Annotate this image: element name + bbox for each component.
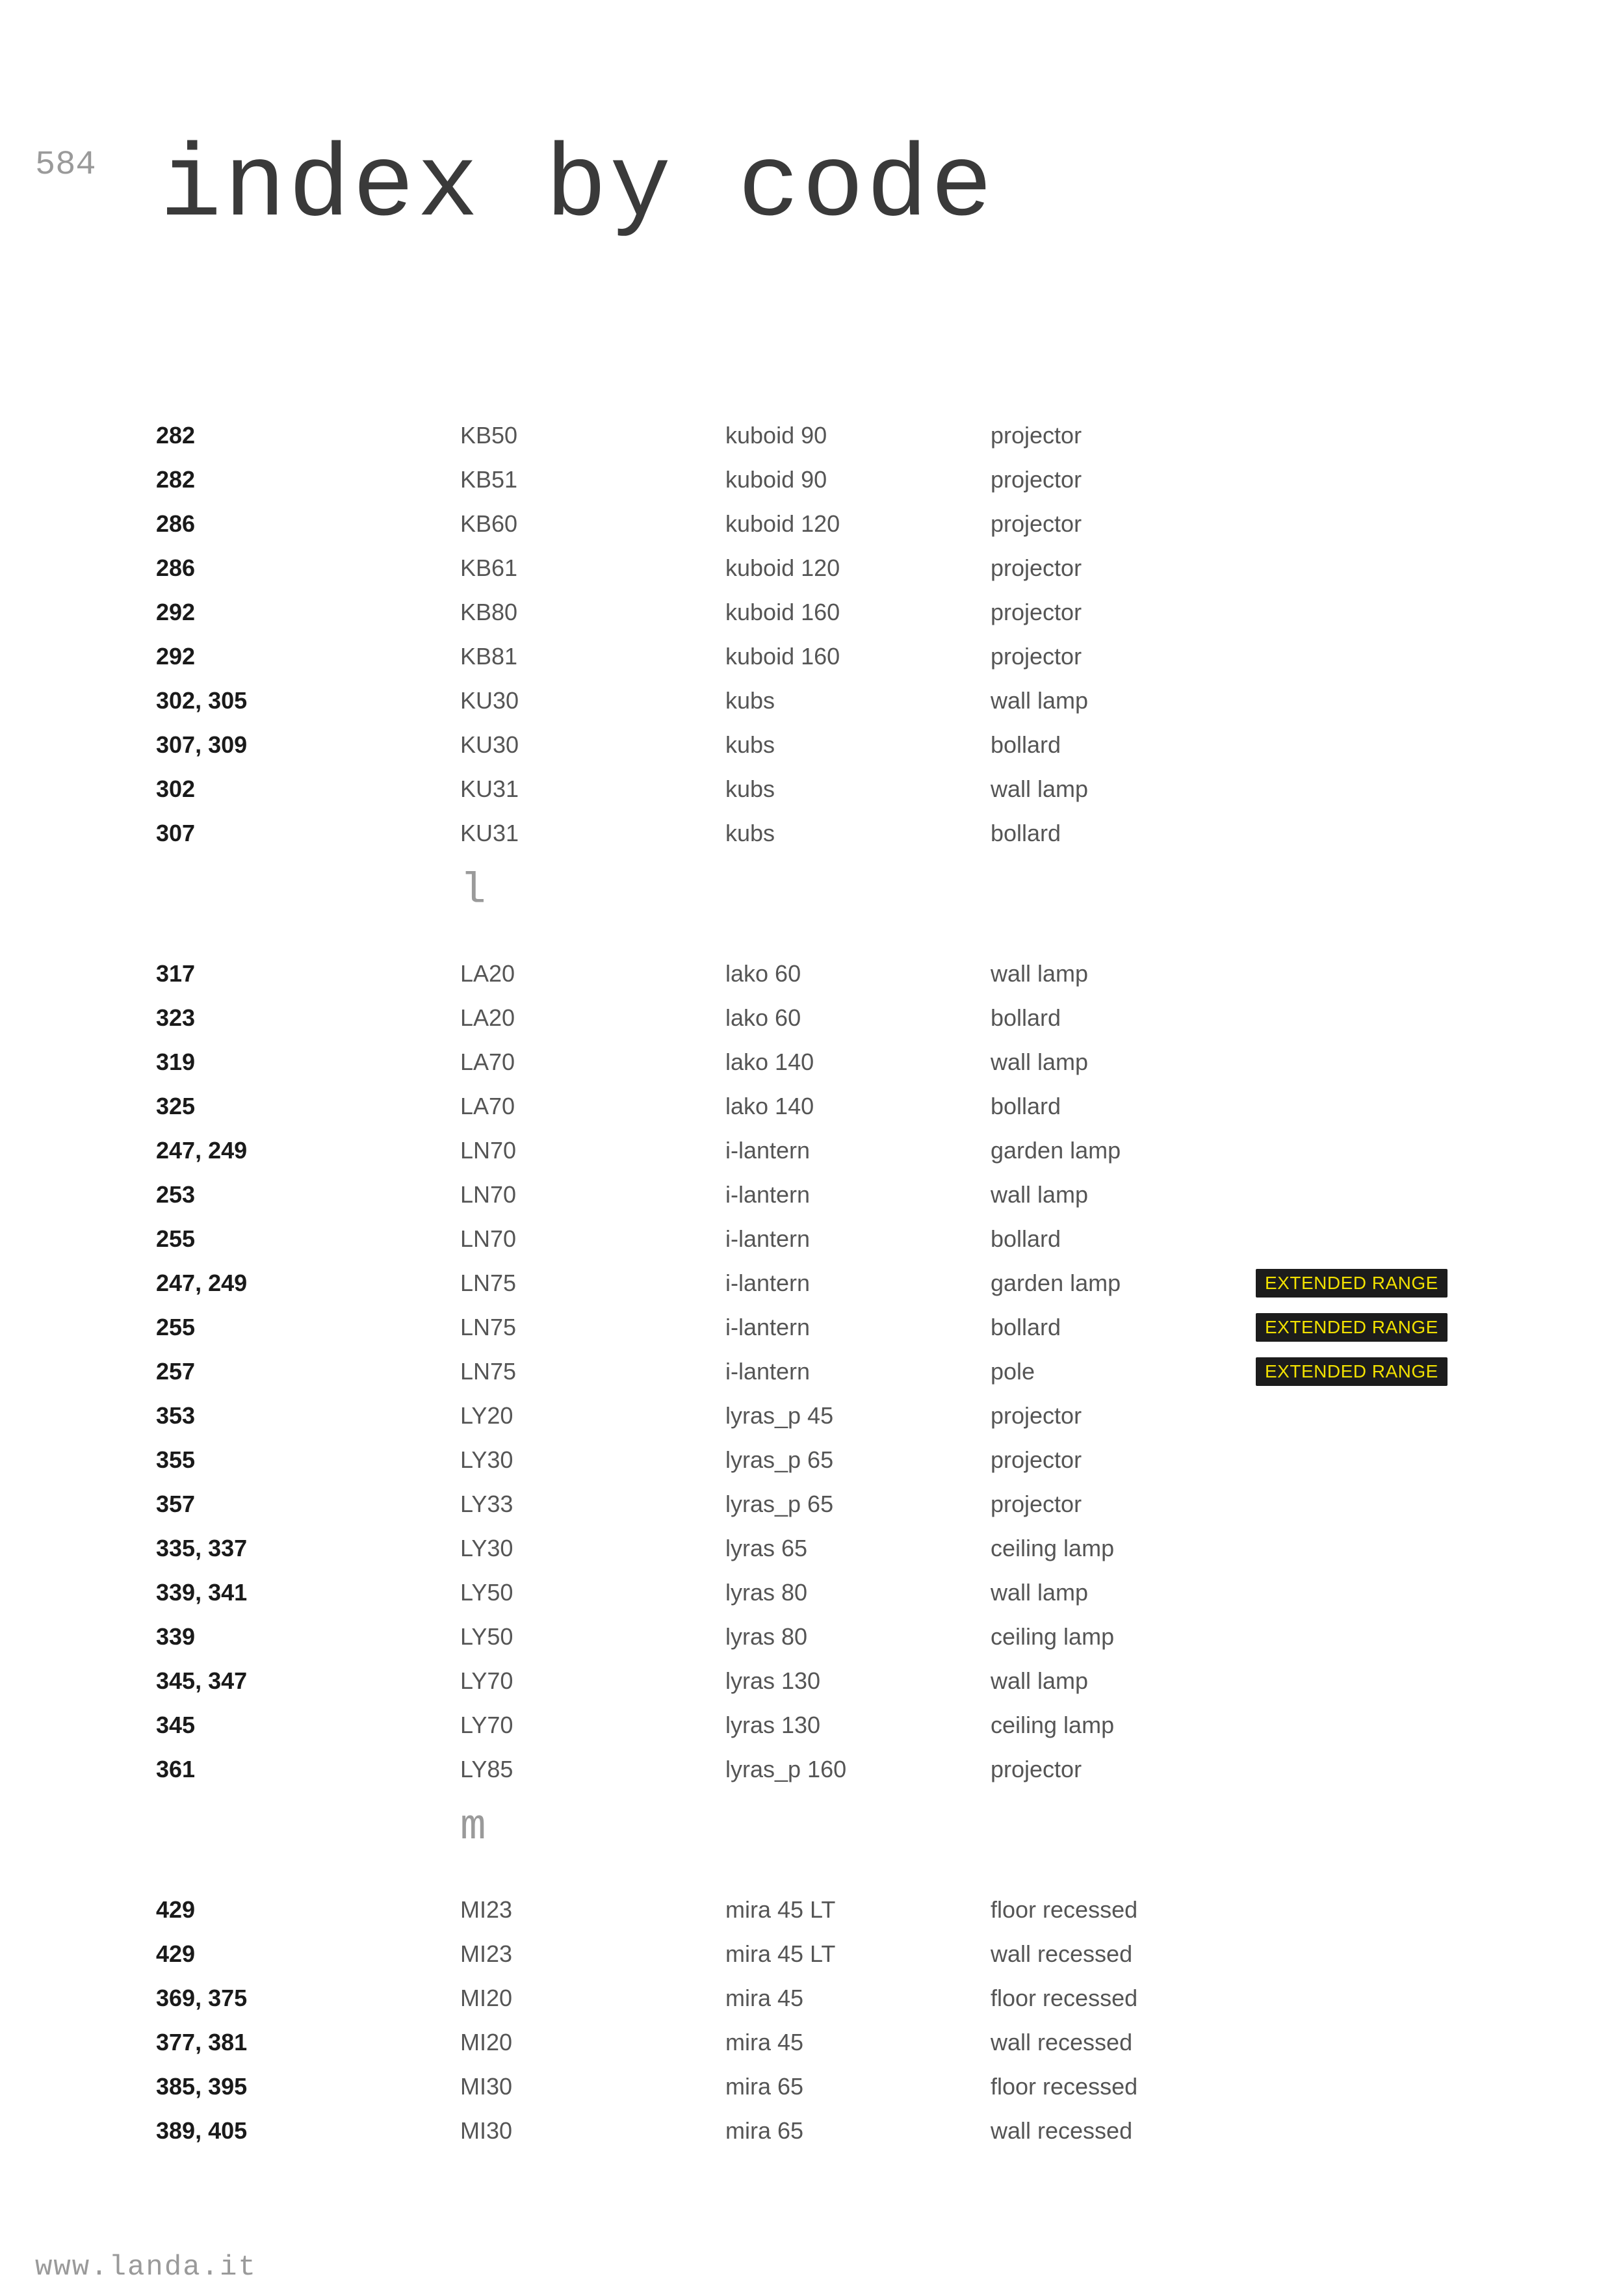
row-name: kuboid 90 [725, 422, 827, 449]
row-code: MI23 [460, 1896, 513, 1923]
row-code: LY20 [460, 1402, 513, 1429]
index-row [0, 590, 1623, 634]
row-type: pole [991, 1358, 1035, 1385]
row-name: lyras_p 65 [725, 1491, 834, 1517]
row-pages: 319 [156, 1049, 196, 1075]
row-name: lako 140 [725, 1093, 814, 1119]
index-row [0, 1888, 1623, 1932]
row-pages: 339, 341 [156, 1579, 248, 1606]
row-code: MI20 [460, 2029, 513, 2055]
row-code: LN75 [460, 1314, 517, 1340]
index-row [0, 1173, 1623, 1217]
row-code: LN70 [460, 1225, 517, 1252]
row-pages: 323 [156, 1004, 196, 1031]
section-letter [0, 855, 1623, 952]
extended-range-badge: EXTENDED RANGE [1256, 1357, 1448, 1386]
row-type: bollard [991, 1004, 1061, 1031]
row-pages: 253 [156, 1181, 196, 1208]
row-pages: 335, 337 [156, 1535, 248, 1561]
row-code: MI30 [460, 2117, 513, 2144]
row-code: LY70 [460, 1712, 513, 1738]
row-type: bollard [991, 1225, 1061, 1252]
row-pages: 292 [156, 599, 196, 625]
row-name: lyras_p 45 [725, 1402, 834, 1429]
row-type: wall recessed [991, 1940, 1133, 1967]
row-code: LY50 [460, 1623, 513, 1650]
row-type: bollard [991, 1314, 1061, 1340]
page-number: 584 [35, 146, 96, 184]
row-name: kuboid 90 [725, 466, 827, 493]
row-type: garden lamp [991, 1137, 1121, 1164]
row-type: bollard [991, 1093, 1061, 1119]
extended-range-badge: EXTENDED RANGE [1256, 1313, 1448, 1342]
row-name: lako 60 [725, 1004, 801, 1031]
row-pages: 282 [156, 466, 196, 493]
row-name: i-lantern [725, 1181, 811, 1208]
row-code: LY85 [460, 1756, 513, 1782]
row-pages: 255 [156, 1314, 196, 1340]
index-row [0, 1703, 1623, 1747]
row-type: ceiling lamp [991, 1712, 1115, 1738]
row-code: MI23 [460, 1940, 513, 1967]
row-code: LY33 [460, 1491, 513, 1517]
row-pages: 307 [156, 820, 196, 846]
row-name: mira 45 LT [725, 1940, 836, 1967]
row-name: lyras_p 65 [725, 1446, 834, 1473]
row-name: mira 45 [725, 1985, 804, 2011]
section-letter-label: l [460, 867, 486, 915]
index-row [0, 1747, 1623, 1792]
row-type: projector [991, 466, 1082, 493]
row-pages: 353 [156, 1402, 196, 1429]
row-type: wall lamp [991, 1667, 1089, 1694]
row-pages: 282 [156, 422, 196, 449]
row-type: bollard [991, 731, 1061, 758]
row-pages: 377, 381 [156, 2029, 248, 2055]
row-name: mira 45 LT [725, 1896, 836, 1923]
row-type: projector [991, 1491, 1082, 1517]
row-code: LN75 [460, 1270, 517, 1296]
row-type: projector [991, 1446, 1082, 1473]
row-pages: 389, 405 [156, 2117, 248, 2144]
row-type: projector [991, 643, 1082, 670]
index-row [0, 546, 1623, 590]
row-code: LN70 [460, 1181, 517, 1208]
row-name: lyras 80 [725, 1579, 808, 1606]
row-pages: 339 [156, 1623, 196, 1650]
index-row [0, 1526, 1623, 1571]
extended-range-badge: EXTENDED RANGE [1256, 1269, 1448, 1298]
row-type: projector [991, 599, 1082, 625]
row-pages: 302, 305 [156, 687, 248, 714]
row-pages: 286 [156, 510, 196, 537]
row-name: kuboid 160 [725, 599, 840, 625]
row-code: KU31 [460, 776, 519, 802]
row-code: KB80 [460, 599, 518, 625]
row-pages: 345, 347 [156, 1667, 248, 1694]
row-name: kuboid 120 [725, 510, 840, 537]
row-type: garden lamp [991, 1270, 1121, 1296]
row-pages: 369, 375 [156, 1985, 248, 2011]
row-type: wall lamp [991, 1579, 1089, 1606]
index-row [0, 1659, 1623, 1703]
row-name: kuboid 120 [725, 554, 840, 581]
row-name: i-lantern [725, 1225, 811, 1252]
row-code: KU31 [460, 820, 519, 846]
row-name: lyras 130 [725, 1712, 821, 1738]
row-code: MI30 [460, 2073, 513, 2100]
row-code: LA70 [460, 1093, 515, 1119]
index-row [0, 1128, 1623, 1173]
row-type: wall lamp [991, 1049, 1089, 1075]
row-code: KB51 [460, 466, 518, 493]
index-row [0, 1482, 1623, 1526]
index-row [0, 1394, 1623, 1438]
row-code: KB50 [460, 422, 518, 449]
row-code: LY30 [460, 1535, 513, 1561]
row-type: wall recessed [991, 2029, 1133, 2055]
row-name: i-lantern [725, 1314, 811, 1340]
row-code: KU30 [460, 731, 519, 758]
page-title: index by code [160, 129, 995, 246]
row-code: LA70 [460, 1049, 515, 1075]
index-row [0, 679, 1623, 723]
row-code: LY70 [460, 1667, 513, 1694]
row-type: ceiling lamp [991, 1623, 1115, 1650]
row-pages: 385, 395 [156, 2073, 248, 2100]
row-type: wall lamp [991, 687, 1089, 714]
row-pages: 257 [156, 1358, 196, 1385]
row-code: LA20 [460, 1004, 515, 1031]
row-code: MI20 [460, 1985, 513, 2011]
row-type: wall lamp [991, 776, 1089, 802]
row-type: bollard [991, 820, 1061, 846]
row-type: floor recessed [991, 2073, 1138, 2100]
row-pages: 355 [156, 1446, 196, 1473]
footer-url[interactable]: www.landa.it [35, 2251, 257, 2284]
index-row [0, 2020, 1623, 2065]
row-type: projector [991, 1402, 1082, 1429]
index-row [0, 1350, 1623, 1394]
row-pages: 429 [156, 1940, 196, 1967]
row-name: kuboid 160 [725, 643, 840, 670]
index-row [0, 1305, 1623, 1350]
row-code: KB60 [460, 510, 518, 537]
row-type: ceiling lamp [991, 1535, 1115, 1561]
row-code: KB81 [460, 643, 518, 670]
row-name: lako 140 [725, 1049, 814, 1075]
index-row [0, 458, 1623, 502]
row-name: i-lantern [725, 1270, 811, 1296]
row-code: LA20 [460, 960, 515, 987]
index-row [0, 413, 1623, 458]
row-code: LN75 [460, 1358, 517, 1385]
index-row [0, 1932, 1623, 1976]
row-name: mira 65 [725, 2073, 804, 2100]
index-row [0, 723, 1623, 767]
row-type: wall recessed [991, 2117, 1133, 2144]
row-name: lako 60 [725, 960, 801, 987]
row-name: mira 45 [725, 2029, 804, 2055]
row-name: lyras 65 [725, 1535, 808, 1561]
row-name: kubs [725, 731, 775, 758]
row-pages: 317 [156, 960, 196, 987]
row-pages: 302 [156, 776, 196, 802]
index-row [0, 502, 1623, 546]
row-name: i-lantern [725, 1137, 811, 1164]
row-type: projector [991, 510, 1082, 537]
row-pages: 357 [156, 1491, 196, 1517]
row-code: LY50 [460, 1579, 513, 1606]
index-row [0, 1040, 1623, 1084]
row-code: KU30 [460, 687, 519, 714]
row-name: lyras 80 [725, 1623, 808, 1650]
row-code: LN70 [460, 1137, 517, 1164]
section-letter [0, 1792, 1623, 1888]
row-type: wall lamp [991, 1181, 1089, 1208]
index-row [0, 1571, 1623, 1615]
row-pages: 345 [156, 1712, 196, 1738]
row-name: kubs [725, 820, 775, 846]
row-pages: 247, 249 [156, 1137, 248, 1164]
row-name: kubs [725, 687, 775, 714]
section-letter-label: m [460, 1803, 486, 1851]
row-type: floor recessed [991, 1896, 1138, 1923]
index-row [0, 1217, 1623, 1261]
row-code: LY30 [460, 1446, 513, 1473]
index-row [0, 996, 1623, 1040]
index-row [0, 1615, 1623, 1659]
index-row [0, 952, 1623, 996]
index-table [0, 413, 1623, 2153]
row-pages: 429 [156, 1896, 196, 1923]
row-type: projector [991, 422, 1082, 449]
row-name: lyras_p 160 [725, 1756, 847, 1782]
row-code: KB61 [460, 554, 518, 581]
index-row [0, 767, 1623, 811]
row-type: projector [991, 1756, 1082, 1782]
row-pages: 307, 309 [156, 731, 248, 758]
row-pages: 325 [156, 1093, 196, 1119]
row-pages: 247, 249 [156, 1270, 248, 1296]
index-row [0, 634, 1623, 679]
row-pages: 292 [156, 643, 196, 670]
row-type: wall lamp [991, 960, 1089, 987]
row-pages: 361 [156, 1756, 196, 1782]
row-name: lyras 130 [725, 1667, 821, 1694]
row-type: floor recessed [991, 1985, 1138, 2011]
index-row [0, 1084, 1623, 1128]
index-row [0, 2065, 1623, 2109]
index-row [0, 1976, 1623, 2020]
row-name: i-lantern [725, 1358, 811, 1385]
row-type: projector [991, 554, 1082, 581]
row-pages: 286 [156, 554, 196, 581]
index-row [0, 1438, 1623, 1482]
row-name: mira 65 [725, 2117, 804, 2144]
row-name: kubs [725, 776, 775, 802]
index-row [0, 1261, 1623, 1305]
row-pages: 255 [156, 1225, 196, 1252]
index-row [0, 2109, 1623, 2153]
index-row [0, 811, 1623, 855]
